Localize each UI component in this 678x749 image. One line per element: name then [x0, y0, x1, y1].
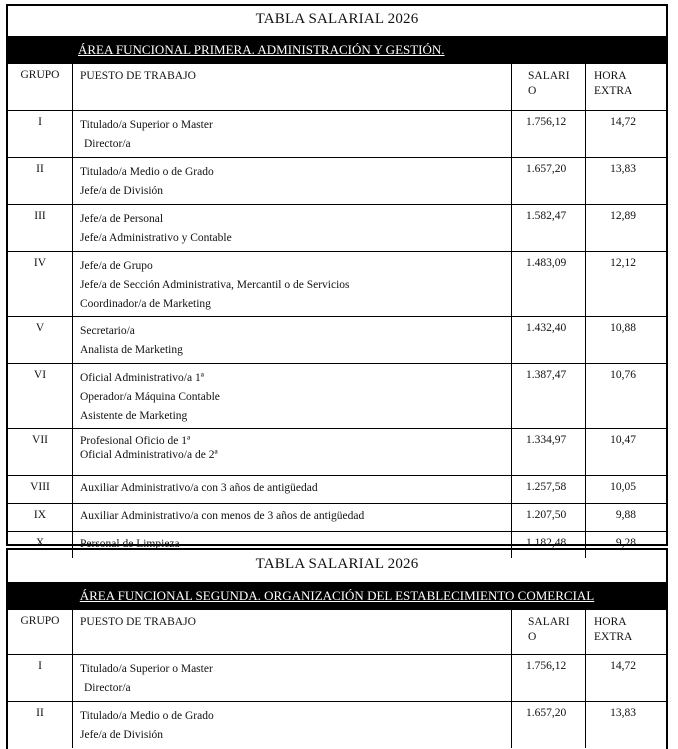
- table-row: [8, 702, 666, 748]
- salario-cell: 1.257,58: [512, 476, 586, 503]
- hora-extra-cell: 10,05: [610, 481, 636, 493]
- puesto-cell: Personal de Limpieza: [73, 532, 512, 558]
- header-puesto: PUESTO DE TRABAJO: [73, 64, 512, 110]
- hora-extra-cell: 10,47: [610, 434, 636, 446]
- header-salario: SALARI O: [512, 610, 586, 654]
- area-heading: ÁREA FUNCIONAL SEGUNDA. ORGANIZACIÓN DEL ESTABLECIMIENTO COMERCIAL: [8, 582, 666, 610]
- grupo-cell: V: [8, 317, 73, 363]
- table-row: [8, 429, 666, 476]
- table-row: [8, 111, 666, 158]
- puesto-cell: Auxiliar Administrativo/a con menos de 3 años de antigüedad: [73, 504, 512, 531]
- header-hora-extra: HORA EXTRA: [594, 70, 633, 97]
- grupo-cell: VI: [8, 364, 73, 428]
- header-grupo: GRUPO: [8, 610, 73, 654]
- hora-extra-cell: 12,12: [610, 257, 636, 269]
- table-row: [8, 476, 666, 504]
- hora-extra-cell: 10,76: [610, 369, 636, 381]
- salario-cell: 1.657,20: [512, 702, 586, 748]
- hora-extra-cell: 14,72: [610, 116, 636, 128]
- grupo-cell: IX: [8, 504, 73, 531]
- hora-extra-cell: 13,83: [610, 163, 636, 175]
- grupo-cell: I: [8, 111, 73, 157]
- puesto-cell: Jefe/a de Grupo Jefe/a de Sección Administrativa, Mercantil o de Servicios Coordinador/a de Marketing: [73, 252, 512, 316]
- puesto-cell: Titulado/a Medio o de Grado Jefe/a de División: [73, 158, 512, 204]
- table-row: [8, 364, 666, 429]
- salario-cell: 1.334,97: [512, 429, 586, 475]
- hora-extra-cell: 9,88: [615, 509, 636, 521]
- table-row: [8, 317, 666, 364]
- grupo-cell: II: [8, 702, 73, 748]
- salario-cell: 1.756,12: [512, 111, 586, 157]
- table-row: [8, 205, 666, 252]
- table-row: [8, 252, 666, 317]
- grupo-cell: IV: [8, 252, 73, 316]
- header-hora-extra: HORA EXTRA: [594, 616, 633, 643]
- salario-cell: 1.432,40: [512, 317, 586, 363]
- hora-extra-cell: 13,83: [610, 707, 636, 719]
- salario-cell: 1.207,50: [512, 504, 586, 531]
- hora-extra-cell: 10,88: [610, 322, 636, 334]
- puesto-cell: Titulado/a Medio o de Grado Jefe/a de División: [73, 702, 512, 748]
- header-grupo: GRUPO: [8, 64, 73, 110]
- salary-table-area-2: [6, 548, 668, 749]
- grupo-cell: VIII: [8, 476, 73, 503]
- hora-extra-cell: 14,72: [610, 660, 636, 672]
- puesto-cell: Profesional Oficio de 1ª Oficial Administrativo/a de 2ª: [73, 429, 512, 475]
- table-row: [8, 655, 666, 702]
- table-row: [8, 158, 666, 205]
- salary-table-area-1: [6, 4, 668, 550]
- puesto-cell: Secretario/a Analista de Marketing: [73, 317, 512, 363]
- puesto-cell: Titulado/a Superior o Master Director/a: [73, 655, 512, 701]
- area-heading: ÁREA FUNCIONAL PRIMERA. ADMINISTRACIÓN Y GESTIÓN.: [8, 36, 666, 64]
- hora-extra-cell: 12,89: [610, 210, 636, 222]
- grupo-cell: I: [8, 655, 73, 701]
- puesto-cell: Auxiliar Administrativo/a con 3 años de antigüedad: [73, 476, 512, 503]
- header-puesto: PUESTO DE TRABAJO: [73, 610, 512, 654]
- header-row: [8, 64, 666, 111]
- salario-cell: 1.756,12: [512, 655, 586, 701]
- salario-cell: 1.387,47: [512, 364, 586, 428]
- salario-cell: 1.483,09: [512, 252, 586, 316]
- table-row: [8, 504, 666, 532]
- puesto-cell: Titulado/a Superior o Master Director/a: [73, 111, 512, 157]
- salario-cell: 1.657,20: [512, 158, 586, 204]
- grupo-cell: VII: [8, 429, 73, 475]
- salario-cell: 1.582,47: [512, 205, 586, 251]
- table-title: TABLA SALARIAL 2026: [255, 11, 419, 27]
- grupo-cell: III: [8, 205, 73, 251]
- grupo-cell: X: [8, 532, 73, 558]
- header-row: [8, 610, 666, 655]
- puesto-cell: Jefe/a de Personal Jefe/a Administrativo y Contable: [73, 205, 512, 251]
- grupo-cell: II: [8, 158, 73, 204]
- header-salario: SALARI O: [512, 64, 586, 110]
- salario-cell: 1.182,48: [512, 532, 586, 558]
- table-title: TABLA SALARIAL 2026: [255, 556, 419, 572]
- puesto-cell: Oficial Administrativo/a 1ª Operador/a Máquina Contable Asistente de Marketing: [73, 364, 512, 428]
- hora-extra-cell: 9,28: [615, 537, 636, 549]
